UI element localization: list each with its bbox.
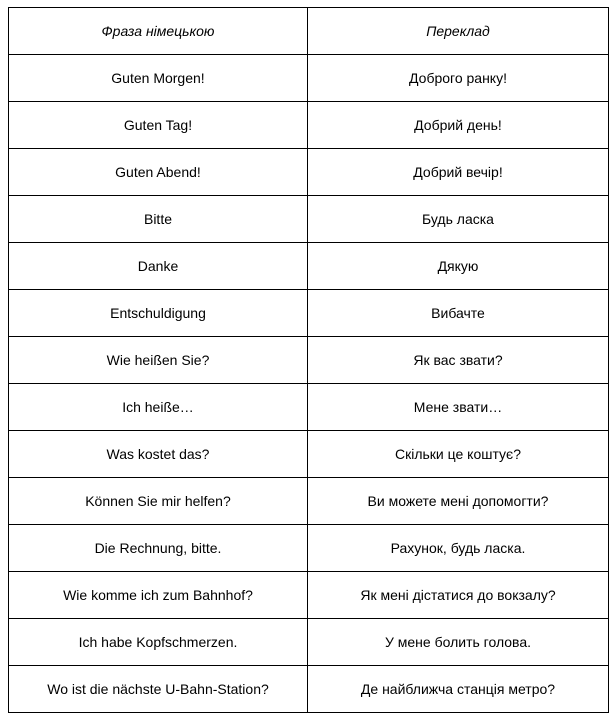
translation-cell: Ви можете мені допомогти? (308, 478, 609, 525)
header-german-phrase: Фраза німецькою (9, 8, 308, 55)
translation-cell: Добрий вечір! (308, 149, 609, 196)
table-row (9, 102, 609, 149)
german-phrase-cell: Die Rechnung, bitte. (9, 525, 308, 572)
german-phrase-cell: Was kostet das? (9, 431, 308, 478)
table-row (9, 243, 609, 290)
translation-cell: Скільки це коштує? (308, 431, 609, 478)
table-row (9, 431, 609, 478)
table-row (9, 478, 609, 525)
table-row (9, 384, 609, 431)
translation-cell: Дякую (308, 243, 609, 290)
translation-cell: Вибачте (308, 290, 609, 337)
german-phrase-cell: Guten Tag! (9, 102, 308, 149)
table-row (9, 525, 609, 572)
table-row (9, 290, 609, 337)
german-phrase-cell: Wie heißen Sie? (9, 337, 308, 384)
german-phrase-cell: Können Sie mir helfen? (9, 478, 308, 525)
german-phrase-cell: Guten Morgen! (9, 55, 308, 102)
phrase-table (8, 7, 609, 713)
table-row (9, 572, 609, 619)
table-row (9, 666, 609, 713)
german-phrase-cell: Ich heiße… (9, 384, 308, 431)
german-phrase-cell: Wie komme ich zum Bahnhof? (9, 572, 308, 619)
translation-cell: Як мені дістатися до вокзалу? (308, 572, 609, 619)
german-phrase-cell: Entschuldigung (9, 290, 308, 337)
german-phrase-cell: Bitte (9, 196, 308, 243)
table-row (9, 196, 609, 243)
translation-cell: У мене болить голова. (308, 619, 609, 666)
translation-cell: Рахунок, будь ласка. (308, 525, 609, 572)
german-phrase-cell: Ich habe Kopfschmerzen. (9, 619, 308, 666)
table-row (9, 55, 609, 102)
translation-cell: Мене звати… (308, 384, 609, 431)
table-header-row (9, 8, 609, 55)
german-phrase-cell: Wo ist die nächste U-Bahn-Station? (9, 666, 308, 713)
header-translation: Переклад (308, 8, 609, 55)
translation-cell: Добрий день! (308, 102, 609, 149)
translation-cell: Доброго ранку! (308, 55, 609, 102)
table-row (9, 149, 609, 196)
table-row (9, 619, 609, 666)
translation-cell: Де найближча станція метро? (308, 666, 609, 713)
table-row (9, 337, 609, 384)
german-phrase-cell: Guten Abend! (9, 149, 308, 196)
translation-cell: Як вас звати? (308, 337, 609, 384)
german-phrase-cell: Danke (9, 243, 308, 290)
translation-cell: Будь ласка (308, 196, 609, 243)
